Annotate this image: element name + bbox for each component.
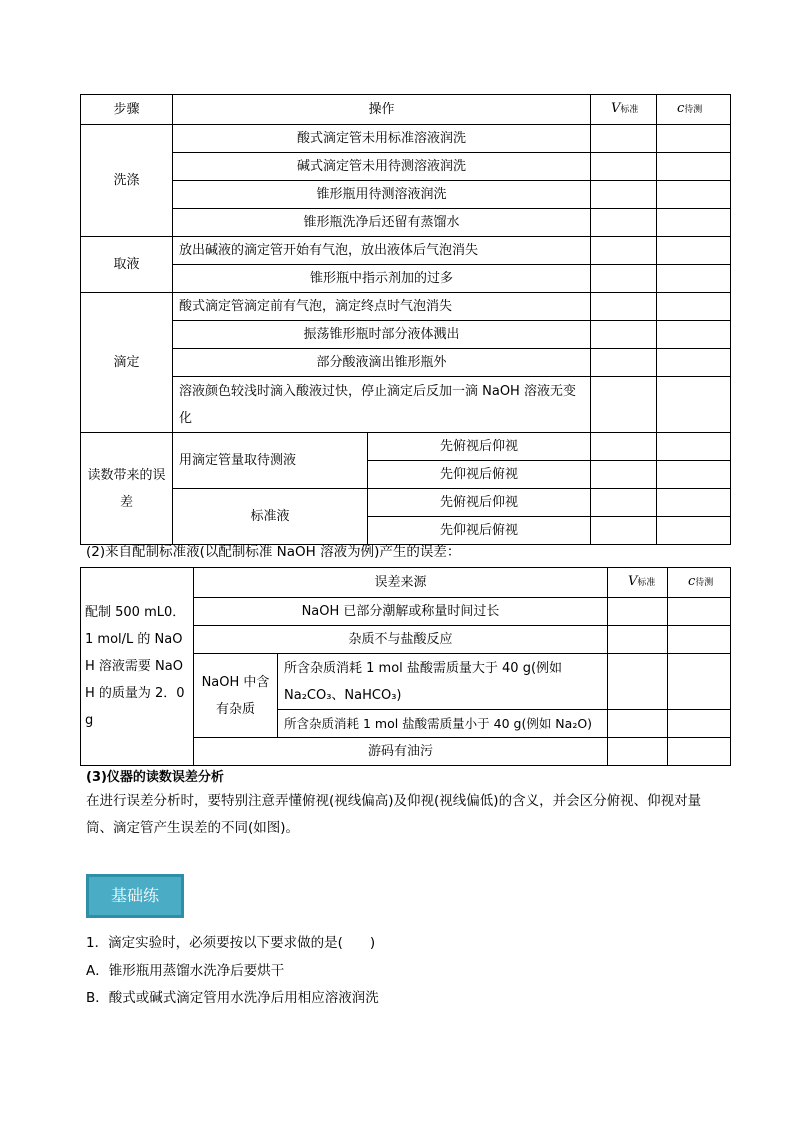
option-a: A．锥形瓶用蒸馏水洗净后要烘干 <box>86 963 285 979</box>
table-row: 酸式滴定管滴定前有气泡，滴定终点时气泡消失 <box>173 293 591 321</box>
table-row: 碱式滴定管未用待测溶液润洗 <box>173 153 591 181</box>
step-wash: 洗涤 <box>81 125 173 237</box>
step-take-liquid: 取液 <box>81 237 173 293</box>
step-titrate: 滴定 <box>81 293 173 433</box>
question-1: 1．滴定实验时，必须要按以下要求做的是( ) <box>86 935 376 951</box>
table-row: 先仰视后俯视 <box>368 461 591 489</box>
error-table-2 <box>80 567 731 766</box>
header-v-standard: V标准 <box>608 568 668 598</box>
header-operation: 操作 <box>173 95 591 125</box>
table-row: 杂质不与盐酸反应 <box>194 626 608 654</box>
header-c-test: c待测 <box>668 568 731 598</box>
prep-description: 配制 500 mL0．1 mol/L 的 NaOH 溶液需要 NaOH 的质量为 2．0 g <box>81 568 194 766</box>
impurity-label: NaOH 中含有杂质 <box>194 654 278 738</box>
table-row: 锥形瓶洗净后还留有蒸馏水 <box>173 209 591 237</box>
table-row: 所含杂质消耗 1 mol 盐酸需质量小于 40 g(例如 Na₂O) <box>278 710 608 738</box>
table-row: 锥形瓶用待测溶液润洗 <box>173 181 591 209</box>
paragraph-3: 在进行误差分析时，要特别注意弄懂俯视(视线偏高)及仰视(视线偏低)的含义，并会区分俯视、仰视对量筒、滴定管产生误差的不同(如图)。 <box>86 793 702 836</box>
table-row: 溶液颜色较浅时滴入酸液过快，停止滴定后反加一滴 NaOH 溶液无变化 <box>173 377 591 433</box>
heading-3: (3)仪器的读数误差分析 <box>86 770 224 785</box>
option-b: B．酸式或碱式滴定管用水洗净后用相应溶液润洗 <box>86 990 379 1006</box>
section-title-basic-practice: 基础练 <box>86 874 184 918</box>
table-row: 锥形瓶中指示剂加的过多 <box>173 265 591 293</box>
table-row: 先俯视后仰视 <box>368 433 591 461</box>
table-row: NaOH 已部分潮解或称量时间过长 <box>194 598 608 626</box>
table-row: 振荡锥形瓶时部分液体溅出 <box>173 321 591 349</box>
header-c-test: c待测 <box>657 95 731 125</box>
error-table-1 <box>80 94 731 545</box>
reading-sub-test-liquid: 用滴定管量取待测液 <box>173 433 368 489</box>
table-row: 部分酸液滴出锥形瓶外 <box>173 349 591 377</box>
table-row: 酸式滴定管未用标准溶液润洗 <box>173 125 591 153</box>
table-row: 所含杂质消耗 1 mol 盐酸需质量大于 40 g(例如 Na₂CO₃、NaHCO₃) <box>278 654 608 710</box>
header-v-standard: V标准 <box>591 95 657 125</box>
caption-2: (2)来自配制标准液(以配制标准 NaOH 溶液为例)产生的误差： <box>86 544 461 560</box>
header-step: 步骤 <box>81 95 173 125</box>
header-error-source: 误差来源 <box>194 568 608 598</box>
step-reading: 读数带来的误差 <box>81 433 173 545</box>
reading-sub-standard: 标准液 <box>173 489 368 545</box>
table-row: 游码有油污 <box>194 738 608 766</box>
table-row: 先仰视后俯视 <box>368 517 591 545</box>
table-row: 放出碱液的滴定管开始有气泡，放出液体后气泡消失 <box>173 237 591 265</box>
table-row: 先俯视后仰视 <box>368 489 591 517</box>
